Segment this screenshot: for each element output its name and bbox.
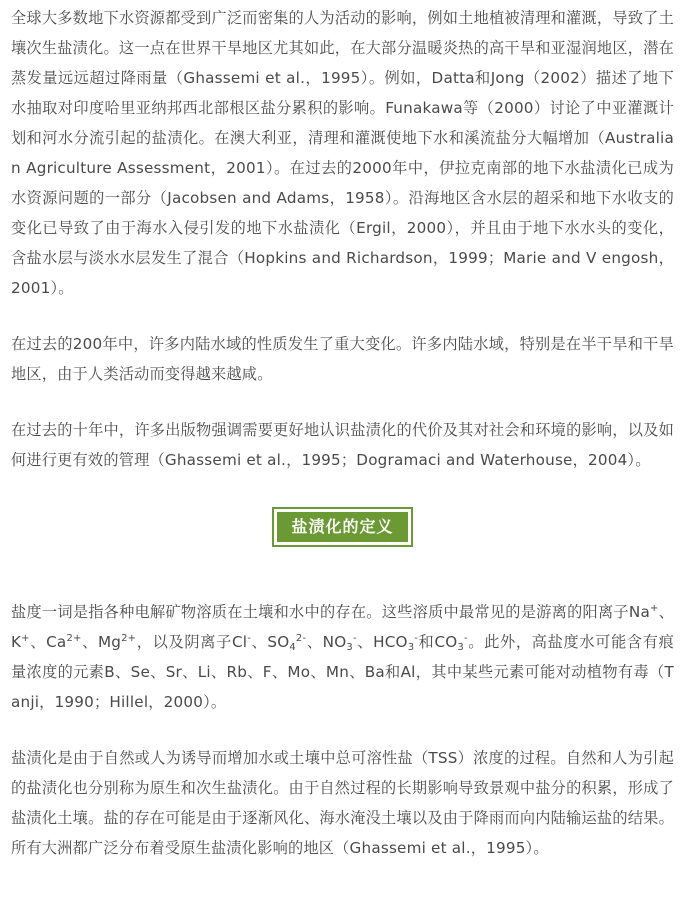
- paragraph-groundwater-salinization: 全球大多数地下水资源都受到广泛而密集的人为活动的影响，例如土地植被清理和灌溉，导致了土壤次生盐渍化。这一点在世界干旱地区尤其如此，在大部分温暖炎热的高干旱和亚湿润地区，潜在蒸发量远远超过降雨量（Ghassemi et al.，1995）。例如，Datta和Jong（2002）描述了地下水抽取对印度哈里亚纳邦西北部根区盐分累积的影响。Funakawa等（2000）讨论了中亚灌溉计划和河水分流引起的盐渍化。在澳大利亚，清理和灌溉使地下水和溪流盐分大幅增加（Australian Agriculture Assessment，2001）。在过去的2000年中，伊拉克南部的地下水盐渍化已成为水资源问题的一部分（Jacobsen and Adams，1958）。沿海地区含水层的超采和地下水收支的变化已导致了由于海水入侵引发的地下水盐渍化（Ergil，2000），并且由于地下水水头的变化，含盐水层与淡水水层发生了混合（Hopkins and Richardson，1999；Marie and V engosh，2001）。: [11, 9, 674, 297]
- paragraph-publications: 在过去的十年中，许多出版物强调需要更好地认识盐渍化的代价及其对社会和环境的影响，以及如何进行更有效的管理（Ghassemi et al.，1995；Dogramaci and Waterhouse，2004）。: [11, 421, 674, 469]
- paragraph-salinization-process: 盐渍化是由于自然或人为诱导而增加水或土壤中总可溶性盐（TSS）浓度的过程。自然和人为引起的盐渍化也分别称为原生和次生盐渍化。由于自然过程的长期影响导致景观中盐分的积累，形成了盐渍化土壤。盐的存在可能是由于逐渐风化、海水淹没土壤以及由于降雨而向内陆输运盐的结果。所有大洲都广泛分布着受原生盐渍化影响的地区（Ghassemi et al.，1995）。: [11, 749, 674, 857]
- paragraph-inland-waters: 在过去的200年中，许多内陆水域的性质发生了重大变化。许多内陆水域，特别是在半干旱和干旱地区，由于人类活动而变得越来越咸。: [11, 335, 674, 383]
- ion-ca: $Ca^{2+}$: [46, 633, 82, 651]
- salinity-rest-text: 。此外，高盐度水可能含有痕量浓度的元素B、Se、Sr、Li、Rb、F、Mo、Mn、Ba和Al，其中某些元素可能对动植物有毒（Tanji，1990；Hillel，2000）。: [11, 633, 675, 711]
- ion-so4: $SO_4^{2-}$: [267, 633, 307, 653]
- paragraph-salinity-definition: 盐度一词是指各种电解矿物溶质在土壤和水中的存在。这些溶质中最常见的是游离的阳离子Na+、K+、$Ca^{2+}$、$Mg^{2+}$，以及阴离子Cl-、$SO_4^{2-}$、$NO_3^-$、$HCO_3^-$和$CO_3^-$。此外，高盐度水可能含有痕量浓度的元素B、Se、Sr、Li、Rb、F、Mo、Mn、Ba和Al，其中某些元素可能对动植物有毒（Tanji，1990；Hillel，2000）。: [11, 603, 675, 711]
- ion-cl: Cl-: [231, 633, 251, 651]
- ion-mg: $Mg^{2+}$: [97, 633, 137, 651]
- section-heading-container: [11, 509, 674, 549]
- section-heading: 盐渍化的定义: [274, 509, 410, 545]
- article-body: [11, 3, 674, 863]
- ion-na: Na+: [628, 603, 659, 621]
- ion-hco3: $HCO_3^-$: [373, 633, 419, 653]
- salinity-intro-text: 盐度一词是指各种电解矿物溶质在土壤和水中的存在。这些溶质中最常见的是游离的阳离子: [11, 603, 629, 621]
- ion-no3: $NO_3^-$: [322, 633, 357, 653]
- ion-k: K+: [11, 633, 30, 651]
- ion-co3: $CO_3^-$: [434, 633, 468, 653]
